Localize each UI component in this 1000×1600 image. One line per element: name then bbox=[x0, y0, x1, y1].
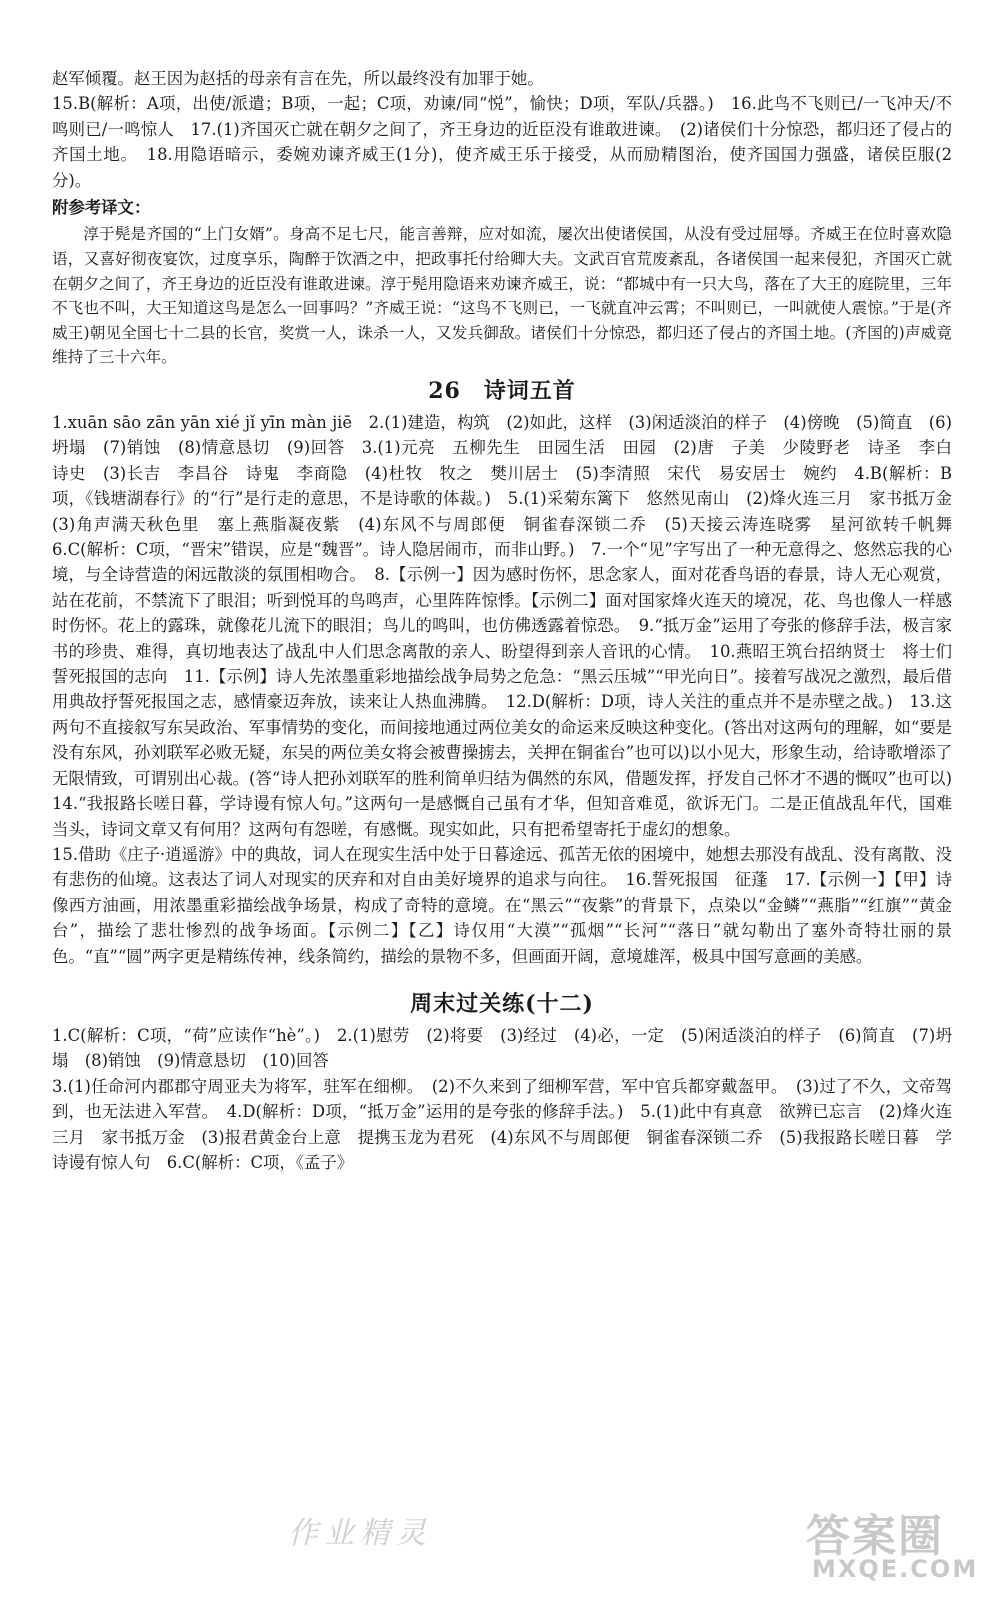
weekend-answers: 1.C(解析：C项，“荷”应读作“hè”。) 2.(1)慰劳 (2)将要 (3)经过 (4)必，一定 (5)闲适淡泊的样子 (6)简直 (7)坍塌 (8)销蚀 (9)情意恳切 (10)回答 bbox=[52, 1025, 952, 1071]
watermark-right-url: MXQE.COM bbox=[812, 1555, 979, 1583]
weekend-practice-title: 周末过关练(十二) bbox=[410, 990, 594, 1017]
answer-line-1: 赵军倾覆。赵王因为赵括的母亲有言在先，所以最终没有加罪于她。 bbox=[52, 69, 544, 88]
section-26-answers: 1.xuān sāo zān yān xié jǐ yīn màn jiē 2.(1)建造，构筑 (2)如此，这样 (3)闲适淡泊的样子 (4)傍晚 (5)简直 (6)坍塌 (7)销蚀 (8)情意恳切 (9)回答 3.(1)元亮 五柳先生 田园生活 田园 (2)唐 子美 少陵野老 诗圣 李白 诗史 (3)长吉 李昌谷 诗鬼 李商隐 (4)杜牧 牧之 樊川居士 (5)李清照 宋代 易安居士 婉约 4.B(解析：B项，《钱塘湖春行》的“行”是行走的意思，不是诗歌的体裁。) 5.(1)采菊东篱下 悠然见南山 (2)烽火连三月 家书抵万金 (3)角声满天秋色里 塞上燕脂凝夜紫 (4)东风不与周郎便 铜雀春深锁二乔 (5)天接云涛连晓雾 星河欲转千帆舞 6.C(解析：C项，“晋宋”错误，应是“魏晋”。诗人隐居闹市，而非山野。) 7.一个“见”字写出了一种无意得之、悠然忘我的心境，与全诗营造的闲远散淡的氛围相吻合。 8.【示例一】因为感时伤怀，思念家人，面对花香鸟语的春景，诗人无心观赏，站在花前，不禁流下了眼泪；听到悦耳的鸟鸣声，心里阵阵惊悸。【示例二】面对国家烽火连天的境况，花、鸟也像人一样感时伤怀。花上的露珠，就像花儿流下的眼泪；鸟儿的鸣叫，也仿佛透露着惊恐。 9.“抵万金”运用了夸张的修辞手法，极言家书的珍贵、难得，真切地表达了战乱中人们思念离散的亲人、盼望得到亲人音讯的心情。 10.燕昭王筑台招纳贤士 将士们誓死报国的志向 11.【示例】诗人先浓墨重彩地描绘战争局势之危急：“黑云压城”“甲光向日”。接着写战况之激烈，最后借用典故抒誓死报国之志，感情豪迈奔放，读来让人热血沸腾。 12.D(解析：D项，诗人关注的重点并不是赤壁之战。) 13.这两句不直接叙写东吴政治、军事情势的变化，而间接地通过两位美女的命运来反映这种变化。(答出对这两句的理解，如“要是没有东风，孙刘联军必败无疑，东吴的两位美女将会被曹操掳去，关押在铜雀台”也可以)以小见大，形象生动，给诗歌增添了无限情致，可谓别出心裁。(答“诗人把孙刘联军的胜利简单归结为偶然的东风，借题发挥，抒发自己怀才不遇的慨叹”也可以) 14.“我报路长嗟日暮，学诗谩有惊人句。”这两句一是感慨自己虽有才华，但知音难觅，欲诉无门。二是正值战乱年代，国难当头，诗词文章又有何用？这两句有怨嗟，有感慨。现实如此，只有把希望寄托于虚幻的想象。 bbox=[52, 413, 969, 839]
weekend-answers-2: 3.(1)任命河内郡郡守周亚夫为将军，驻军在细柳。 (2)不久来到了细柳军营，军中官兵都穿戴盔甲。 (3)过了不久，文帝驾到，也无法进入军营。 4.D(解析：D项，“抵万金”运用的是夸张的修辞手法。) 5.(1)此中有真意 欲辨已忘言 (2)烽火连三月 家书抵万金 (3)报君黄金台上意 提携玉龙为君死 (4)东风不与周郎便 铜雀春深锁二乔 (5)我报路长嗟日暮 学诗谩有惊人句 6.C(解析：C项，《孟子》 bbox=[52, 1076, 952, 1172]
translation-heading: 附参考译文： bbox=[52, 198, 151, 218]
section-26-title: 26 诗词五首 bbox=[428, 378, 576, 404]
translation-text: 淳于髡是齐国的“上门女婿”。身高不足七尺，能言善辩，应对如流，屡次出使诸侯国，从没有受过屈辱。齐威王在位时喜欢隐语，又喜好彻夜宴饮，过度享乐，陶醉于饮酒之中，把政事托付给卿大夫。文武百官荒废紊乱，各诸侯国一起来侵犯，齐国灭亡就在朝夕之间了，齐王身边的近臣没有谁敢进谏。淳于髡用隐语来劝谏齐威王，说：“都城中有一只大鸟，落在了大王的庭院里，三年不飞也不叫，大王知道这鸟是怎么一回事吗？”齐威王说：“这鸟不飞则已，一飞就直冲云霄；不叫则已，一叫就使人震惊。”于是(齐威王)朝见全国七十二县的长官，奖赏一人，诛杀一人，又发兵御敌。诸侯们十分惊恐，都归还了侵占的齐国土地。(齐国的)声威竟维持了三十六年。 bbox=[52, 225, 952, 367]
watermark-right-logo: 答案圈 bbox=[806, 1511, 944, 1562]
watermark-left: 作业精灵 bbox=[288, 1516, 432, 1551]
answer-items-15-18: 15.B(解析：A项，出使/派遣；B项，一起；C项，劝谏/同“悦”，愉快；D项，军队/兵器。) 16.此鸟不飞则已/一飞冲天/不鸣则已/一鸣惊人 17.(1)齐国灭亡就在朝夕之间了，齐王身边的近臣没有谁敢进谏。 (2)诸侯们十分惊恐，都归还了侵占的齐国土地。 18.用隐语暗示，委婉劝谏齐威王(1分)，使齐威王乐于接受，从而励精图治，使齐国国力强盛，诸侯臣服(2分)。 bbox=[52, 94, 952, 190]
page-content bbox=[52, 66, 969, 1175]
section-26-answers-2: 15.借助《庄子·逍遥游》中的典故，词人在现实生活中处于日暮途远、孤苦无依的困境中，她想去那没有战乱、没有离散、没有悲伤的仙境。这表达了词人对现实的厌弃和对自由美好境界的追求与向往。 16.誓死报国 征蓬 17.【示例一】【甲】诗像西方油画，用浓墨重彩描绘战争场景，构成了奇特的意境。在“黑云”“夜紫”的背景下，点染以“金鳞”“燕脂”“红旗”“黄金台”，描绘了悲壮惨烈的战争场面。【示例二】【乙】诗仅用“大漠”“孤烟”“长河”“落日”就勾勒出了塞外奇特壮丽的景色。“直”“圆”两字更是精练传神，线条简约，描绘的景物不多，但画面开阔，意境雄浑，极具中国写意画的美感。 bbox=[52, 844, 952, 966]
